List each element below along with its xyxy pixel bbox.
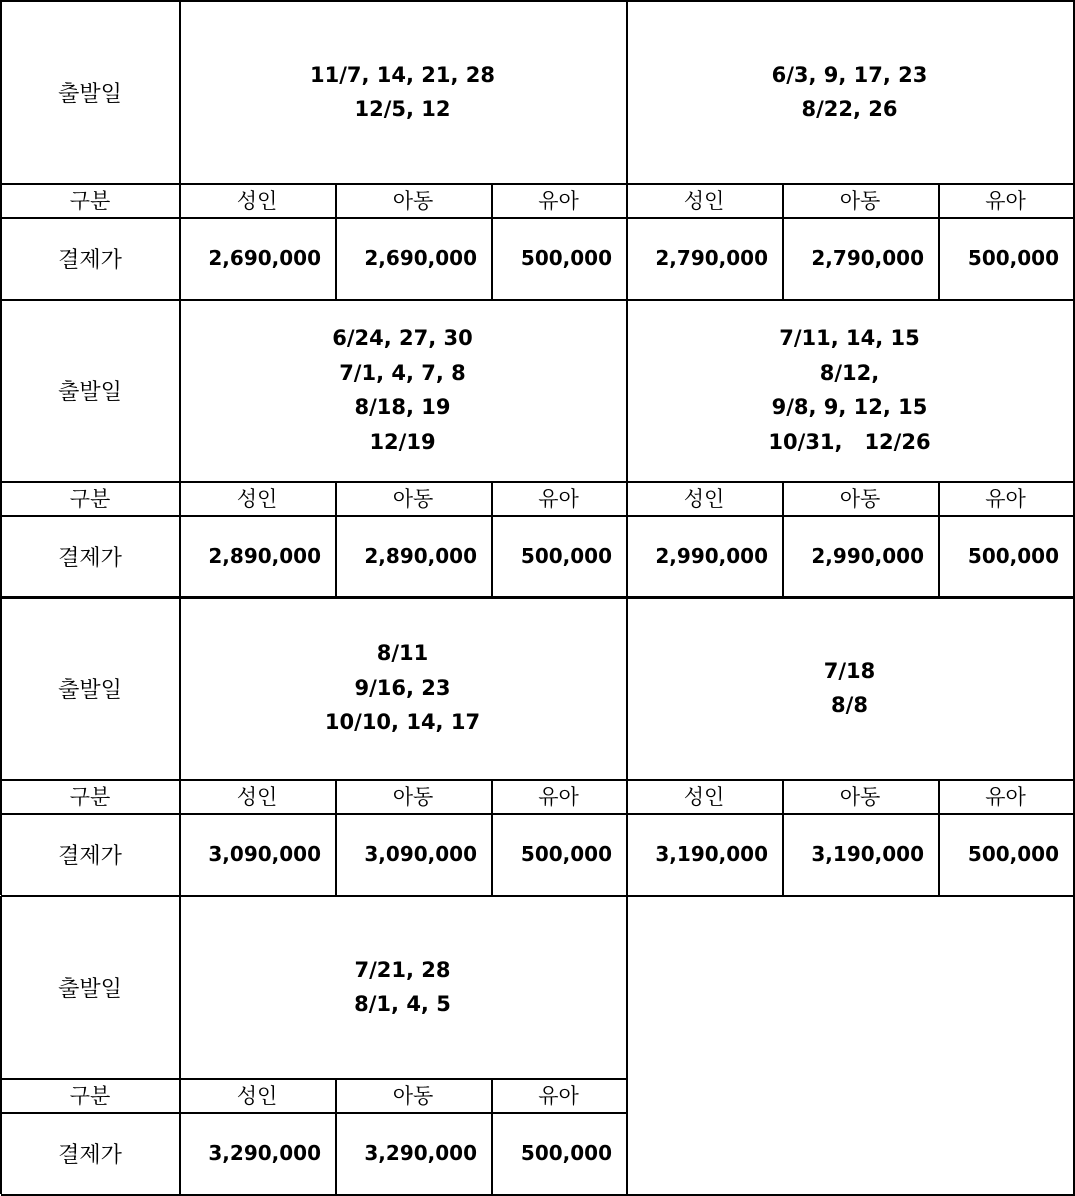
column-header: 아동 [392, 487, 434, 511]
price-value: 2,890,000 [208, 544, 321, 568]
table-border [0, 0, 1075, 2]
price-value: 500,000 [520, 1141, 612, 1165]
departure-dates [179, 896, 626, 1078]
table-border [626, 597, 628, 895]
category-label: 구분 [69, 1084, 111, 1108]
table-border [0, 1, 2, 299]
departure-date-line: 9/8, 9, 12, 15 [771, 395, 928, 419]
departure-date-line: 7/1, 4, 7, 8 [339, 360, 466, 385]
departure-date-line: 8/22, 26 [801, 97, 898, 121]
table-border [626, 217, 1075, 219]
table-border [626, 1, 628, 299]
price-value: 3,090,000 [364, 842, 477, 866]
table-border [179, 1, 181, 299]
price-value: 3,290,000 [208, 1141, 321, 1165]
price-value: 2,790,000 [655, 246, 768, 270]
price-label: 결제가 [58, 843, 122, 869]
table-border [1, 1078, 179, 1080]
departure-dates [179, 1, 626, 183]
table-border [782, 779, 784, 895]
price-value: 2,990,000 [811, 544, 924, 568]
departure-dates [179, 299, 626, 481]
table-border [335, 779, 337, 895]
departure-date-line: 12/19 [369, 429, 436, 454]
column-header: 아동 [839, 189, 881, 213]
table-border [179, 896, 181, 1194]
departure-dates [626, 1, 1073, 183]
table-border [179, 813, 628, 815]
table-border [179, 597, 181, 895]
table-border [938, 779, 940, 895]
price-label: 결제가 [58, 545, 122, 571]
table-border [179, 515, 628, 517]
table-border [179, 217, 628, 219]
table-border [1, 481, 179, 483]
table-border [782, 183, 784, 299]
departure-date-line: 11/7, 14, 21, 28 [309, 62, 496, 87]
price-value: 2,690,000 [208, 246, 321, 270]
price-label: 결제가 [58, 247, 122, 273]
column-header: 아동 [392, 785, 434, 809]
departure-date-line: 6/24, 27, 30 [332, 326, 473, 350]
departure-dates [626, 597, 1073, 779]
price-value: 500,000 [520, 842, 612, 866]
table-border [626, 896, 628, 1194]
table-border [0, 299, 2, 597]
departure-date-line: 8/1, 4, 5 [354, 992, 451, 1016]
column-header: 아동 [839, 487, 881, 511]
price-value: 3,190,000 [655, 842, 768, 866]
table-border [626, 183, 1075, 185]
price-value: 500,000 [967, 544, 1059, 568]
table-border [1, 217, 179, 219]
price-value: 2,690,000 [364, 246, 477, 270]
price-value: 2,890,000 [364, 544, 477, 568]
price-value: 2,990,000 [655, 544, 768, 568]
table-border [491, 481, 493, 597]
table-border [179, 481, 628, 483]
departure-date-line: 7/11, 14, 15 [779, 326, 920, 350]
column-header: 유아 [538, 785, 579, 809]
column-header: 유아 [538, 1084, 579, 1108]
column-header: 유아 [538, 189, 579, 213]
departure-dates [626, 299, 1073, 481]
column-header: 성인 [683, 487, 725, 511]
departure-label: 출발일 [58, 81, 122, 107]
table-border [491, 779, 493, 895]
departure-date-line: 10/10, 14, 17 [324, 710, 481, 735]
departure-date-line: 8/11 [376, 641, 429, 666]
table-border [1, 779, 179, 781]
table-border [626, 779, 1075, 781]
table-border [626, 895, 1075, 897]
column-header: 유아 [985, 785, 1026, 809]
column-header: 성인 [236, 487, 278, 511]
price-value: 500,000 [967, 842, 1059, 866]
column-header: 아동 [839, 785, 881, 809]
price-value: 500,000 [520, 544, 612, 568]
price-value: 2,790,000 [811, 246, 924, 270]
departure-dates [179, 597, 626, 779]
column-header: 유아 [985, 487, 1026, 511]
departure-date-line: 8/18, 19 [354, 395, 451, 419]
price-value: 500,000 [967, 246, 1059, 270]
table-border [938, 183, 940, 299]
table-border [335, 183, 337, 299]
price-value: 3,290,000 [364, 1141, 477, 1165]
departure-date-line: 6/3, 9, 17, 23 [771, 62, 928, 87]
table-border [0, 596, 1075, 599]
column-header: 성인 [236, 785, 278, 809]
price-label: 결제가 [58, 1142, 122, 1168]
table-border [1, 183, 179, 185]
column-header: 성인 [236, 189, 278, 213]
table-border [179, 779, 628, 781]
table-border [179, 1112, 628, 1114]
departure-date-line: 12/5, 12 [354, 97, 451, 121]
table-border [1, 1112, 179, 1114]
table-border [491, 183, 493, 299]
table-border [782, 481, 784, 597]
table-border [626, 813, 1075, 815]
table-border [335, 1078, 337, 1194]
table-border [626, 299, 628, 597]
column-header: 아동 [392, 1084, 434, 1108]
table-border [626, 481, 1075, 483]
table-border [1, 813, 179, 815]
category-label: 구분 [69, 487, 111, 511]
column-header: 성인 [236, 1084, 278, 1108]
departure-label: 출발일 [58, 379, 122, 405]
table-border [491, 1078, 493, 1194]
category-label: 구분 [69, 189, 111, 213]
departure-label: 출발일 [58, 976, 122, 1002]
price-value: 3,090,000 [208, 842, 321, 866]
column-header: 아동 [392, 189, 434, 213]
column-header: 성인 [683, 189, 725, 213]
departure-label: 출발일 [58, 677, 122, 703]
table-border [179, 299, 181, 597]
departure-date-line: 8/12, [819, 360, 880, 385]
table-border [626, 515, 1075, 517]
table-border [179, 183, 628, 185]
price-value: 3,190,000 [811, 842, 924, 866]
table-border [938, 481, 940, 597]
departure-date-line: 9/16, 23 [354, 675, 451, 700]
departure-date-line: 10/31, 12/26 [768, 429, 931, 454]
column-header: 성인 [683, 785, 725, 809]
departure-date-line: 8/8 [831, 693, 868, 717]
table-border [179, 1078, 628, 1080]
table-border [1, 515, 179, 517]
table-border [0, 597, 2, 895]
table-border [335, 481, 337, 597]
departure-date-line: 7/18 [823, 658, 876, 683]
departure-date-line: 7/21, 28 [354, 957, 451, 982]
category-label: 구분 [69, 785, 111, 809]
price-value: 500,000 [520, 246, 612, 270]
column-header: 유아 [538, 487, 579, 511]
table-border [0, 896, 2, 1194]
column-header: 유아 [985, 189, 1026, 213]
